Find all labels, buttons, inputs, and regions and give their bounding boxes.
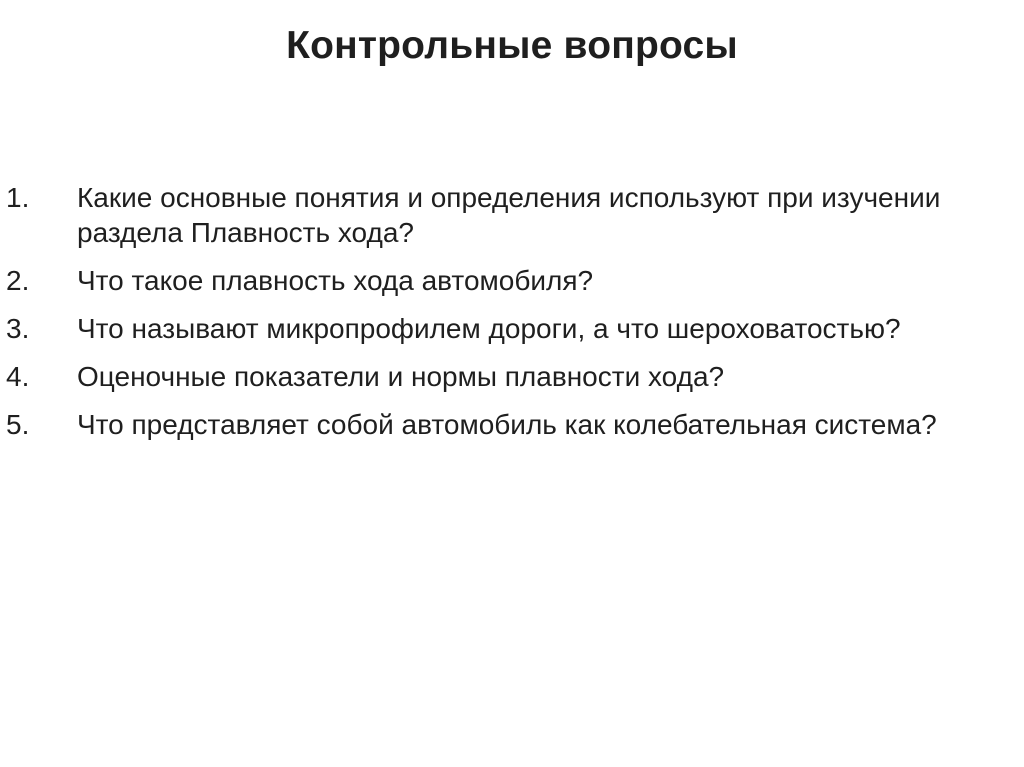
question-text: Что называют микропрофилем дороги, а что шероховатостью? [77, 313, 901, 344]
question-number: 5. [6, 409, 30, 440]
question-number: 3. [6, 313, 30, 344]
question-item [0, 263, 1000, 298]
question-item [0, 180, 1000, 250]
question-text: Оценочные показатели и нормы плавности хода? [77, 361, 725, 392]
questions-list [0, 180, 1000, 455]
question-text: Что представляет собой автомобиль как колебательная система? [77, 409, 937, 440]
question-number: 2. [6, 265, 30, 296]
question-item [0, 311, 1000, 346]
slide-title: Контрольные вопросы [286, 24, 738, 67]
question-item [0, 407, 1000, 442]
question-number: 4. [6, 361, 30, 392]
question-number: 1. [6, 182, 30, 213]
question-text: Какие основные понятия и определения используют при изучении раздела Плавность хода? [77, 182, 941, 248]
question-text: Что такое плавность хода автомобиля? [77, 265, 594, 296]
question-item [0, 359, 1000, 394]
